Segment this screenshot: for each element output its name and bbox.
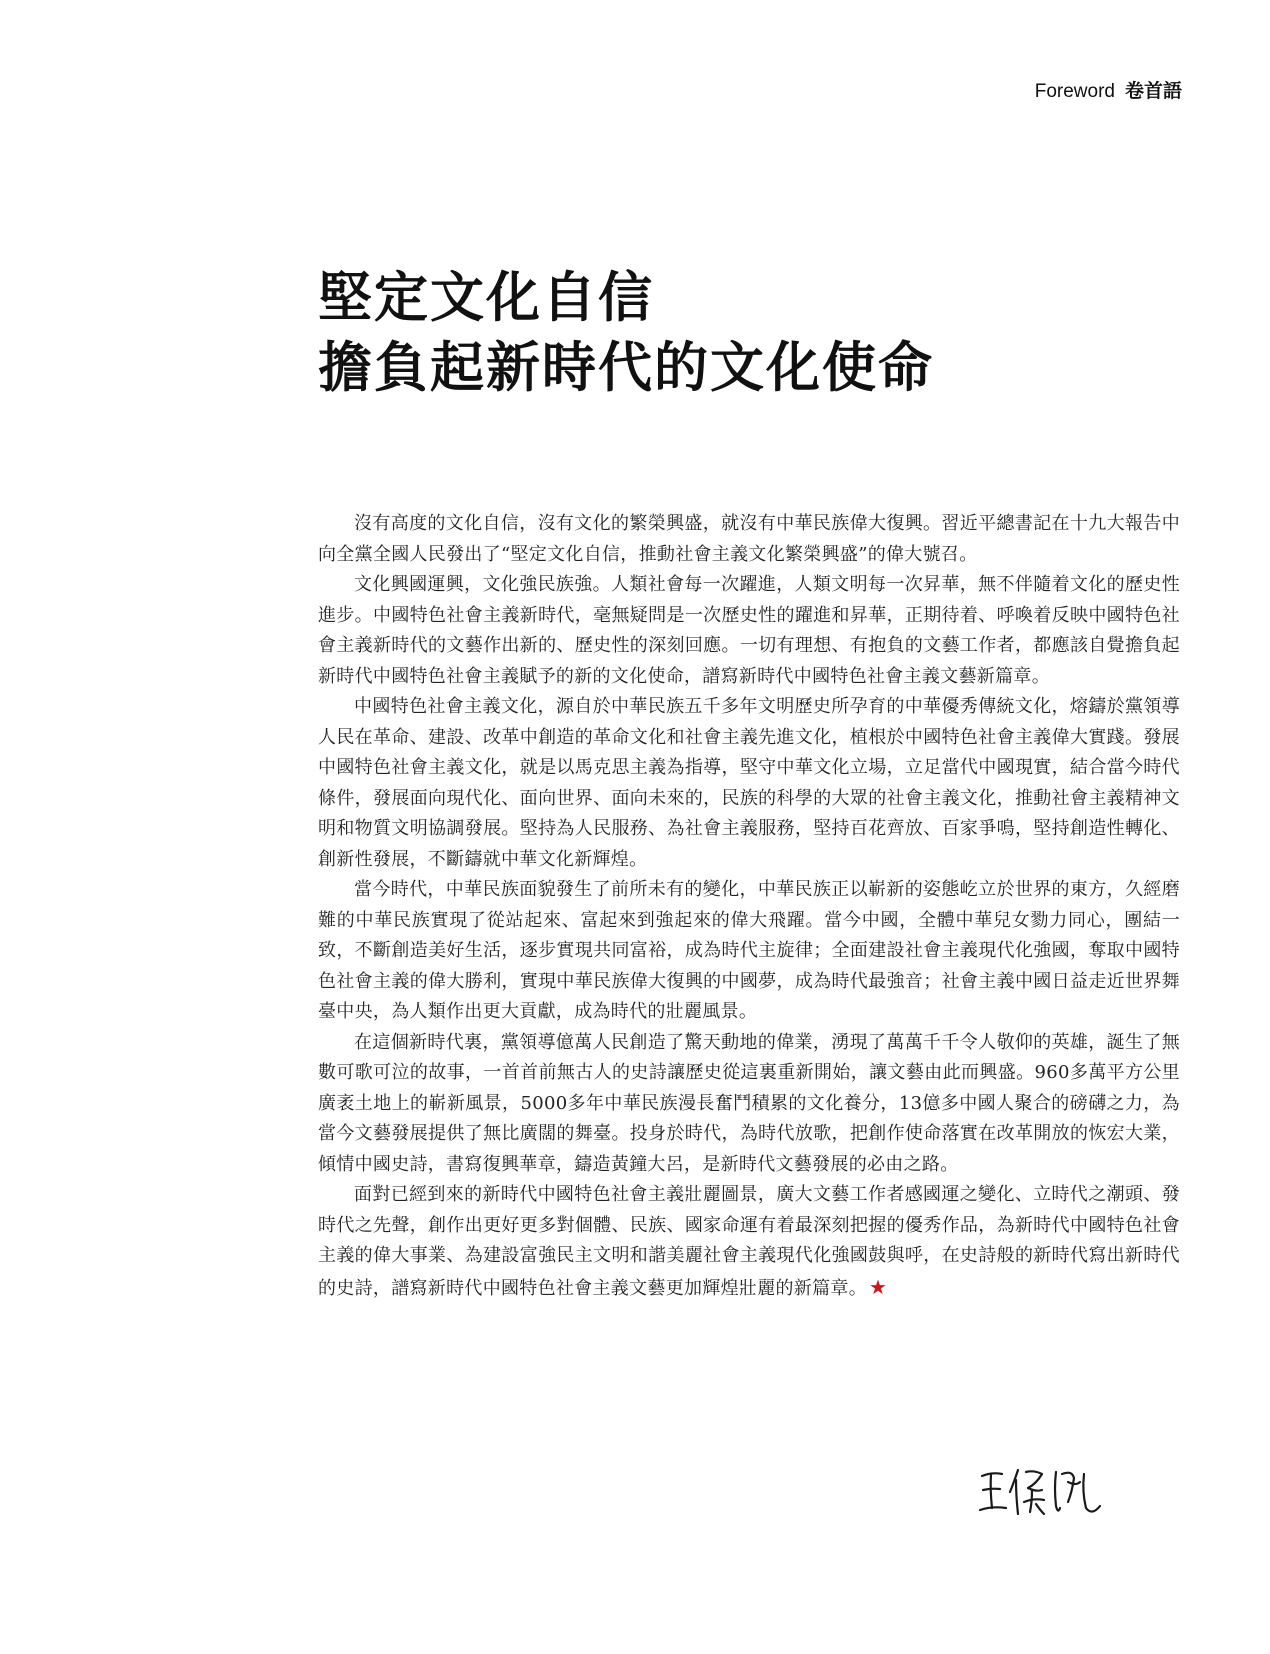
paragraph-6-text: 面對已經到來的新時代中國特色社會主義壯麗圖景，廣大文藝工作者感國運之變化、立時代之潮頭、發時代之先聲，創作出更好更多對個體、民族、國家命運有着最深刻把握的優秀作品，為新時代中國特色社會主義的偉大事業、為建設富強民主文明和諧美麗社會主義現代化強國鼓與呼，在史詩般的新時代寫出新時代的史詩，譜寫新時代中國特色社會主義文藝更加輝煌壯麗的新篇章。	[318, 1184, 1180, 1299]
paragraph-1: 沒有高度的文化自信，沒有文化的繁榮興盛，就沒有中華民族偉大復興。習近平總書記在十九大報告中向全黨全國人民發出了“堅定文化自信，推動社會主義文化繁榮興盛”的偉大號召。	[318, 513, 1180, 565]
paragraph-4: 當今時代，中華民族面貌發生了前所未有的變化，中華民族正以嶄新的姿態屹立於世界的東方，久經磨難的中華民族實現了從站起來、富起來到強起來的偉大飛躍。當今中國，全體中華兒女勠力同心，團結一致，不斷創造美好生活，逐步實現共同富裕，成為時代主旋律；全面建設社會主義現代化強國，奪取中國特色社會主義的偉大勝利，實現中華民族偉大復興的中國夢，成為時代最強音；社會主義中國日益走近世界舞臺中央，為人類作出更大貢獻，成為時代的壯麗風景。	[318, 879, 1180, 1022]
article-title	[318, 262, 934, 402]
signature	[976, 1462, 1106, 1522]
running-head	[1035, 76, 1182, 103]
end-star-icon: ★	[869, 1274, 888, 1299]
paragraph-5: 在這個新時代裏，黨領導億萬人民創造了驚天動地的偉業，湧現了萬萬千千令人敬仰的英雄，誕生了無數可歌可泣的故事，一首首前無古人的史詩讓歷史從這裏重新開始，讓文藝由此而興盛。960多萬平方公里廣袤土地上的嶄新風景，5000多年中華民族漫長奮鬥積累的文化養分，13億多中國人聚合的磅礴之力，為當今文藝發展提供了無比廣闊的舞臺。投身於時代，為時代放歌，把創作使命落實在改革開放的恢宏大業，傾情中國史詩，書寫復興華章，鑄造黃鐘大呂，是新時代文藝發展的必由之路。	[318, 1031, 1180, 1175]
title-line-1: 堅定文化自信	[318, 265, 654, 329]
running-head-zh: 卷首語	[1124, 80, 1182, 102]
paragraph-2: 文化興國運興，文化強民族強。人類社會每一次躍進，人類文明每一次昇華，無不伴隨着文化的歷史性進步。中國特色社會主義新時代，毫無疑問是一次歷史性的躍進和昇華，正期待着、呼喚着反映中國特色社會主義新時代的文藝作出新的、歷史性的深刻回應。一切有理想、有抱負的文藝工作者，都應該自覺擔負起新時代中國特色社會主義賦予的新的文化使命，譜寫新時代中國特色社會主義文藝新篇章。	[318, 574, 1180, 687]
paragraph-3: 中國特色社會主義文化，源自於中華民族五千多年文明歷史所孕育的中華優秀傳統文化，熔鑄於黨領導人民在革命、建設、改革中創造的革命文化和社會主義先進文化，植根於中國特色社會主義偉大實踐。發展中國特色社會主義文化，就是以馬克思主義為指導，堅守中華文化立場，立足當代中國現實，結合當今時代條件，發展面向現代化、面向世界、面向未來的，民族的科學的大眾的社會主義文化，推動社會主義精神文明和物質文明協調發展。堅持為人民服務、為社會主義服務，堅持百花齊放、百家爭鳴，堅持創造性轉化、創新性發展，不斷鑄就中華文化新輝煌。	[318, 696, 1180, 870]
article-body	[318, 509, 1180, 1304]
paragraph-6	[318, 1180, 1180, 1304]
running-head-en: Foreword	[1034, 81, 1115, 102]
title-line-2: 擔負起新時代的文化使命	[318, 335, 934, 399]
